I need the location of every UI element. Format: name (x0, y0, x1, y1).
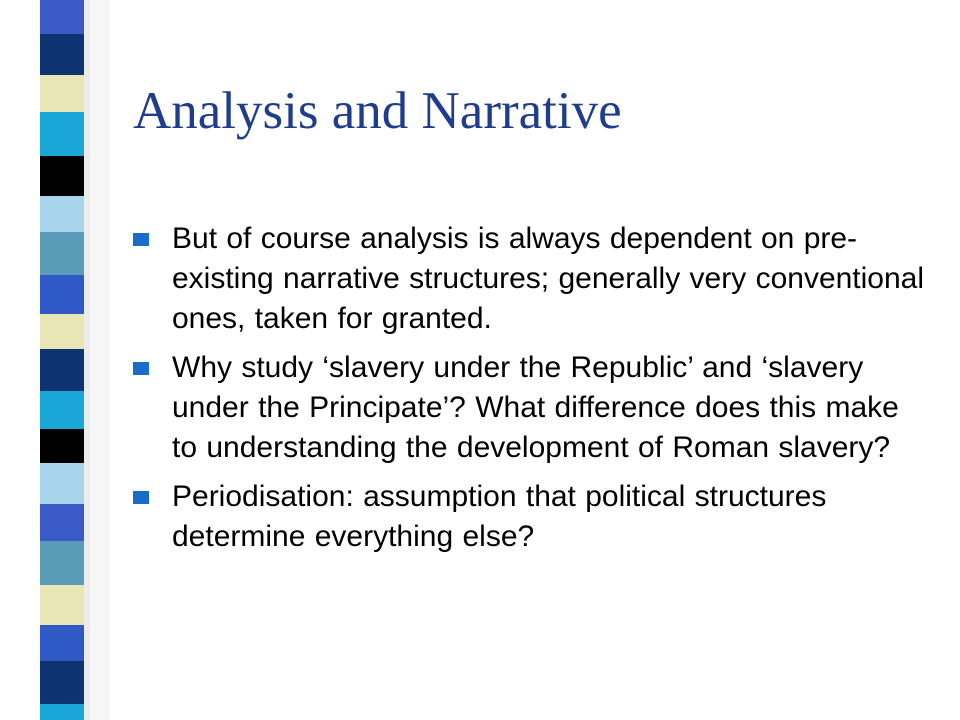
stripe-block (40, 463, 84, 504)
bullet-text: But of course analysis is always dependent on pre-existing narrative structures; generally very conventional ones, taken for granted. (172, 222, 925, 335)
stripe-block (40, 275, 84, 314)
stripe-block (40, 0, 84, 34)
stripe-block (40, 196, 84, 232)
stripe-block (40, 232, 84, 275)
square-bullet-icon (133, 491, 149, 504)
stripe-block (40, 504, 84, 541)
stripe-block (40, 585, 84, 625)
square-bullet-icon (133, 233, 149, 246)
stripe-block (40, 112, 84, 156)
stripe-block (40, 34, 84, 75)
stripe-block (40, 541, 84, 585)
bullet-text: Periodisation: assumption that political structures determine everything else? (172, 480, 827, 553)
square-bullet-icon (133, 362, 149, 375)
bullet-item (133, 348, 933, 468)
stripe-block (40, 156, 84, 196)
stripe-block (40, 349, 84, 391)
decorative-color-stripe (0, 0, 110, 720)
bullet-text: Why study ‘slavery under the Republic’ and ‘slavery under the Principate’? What difference does this make to understanding the development of Roman slavery? (172, 351, 899, 464)
slide-title: Analysis and Narrative (133, 82, 622, 140)
bullet-item (133, 477, 933, 557)
bullet-item (133, 219, 933, 339)
bullet-list (133, 219, 933, 566)
stripe-block (40, 429, 84, 463)
stripe-block (40, 704, 84, 720)
stripe-block (40, 75, 84, 112)
stripe-block (40, 625, 84, 661)
stripe-block (40, 391, 84, 429)
stripe-block (40, 661, 84, 704)
stripe-block (40, 314, 84, 349)
